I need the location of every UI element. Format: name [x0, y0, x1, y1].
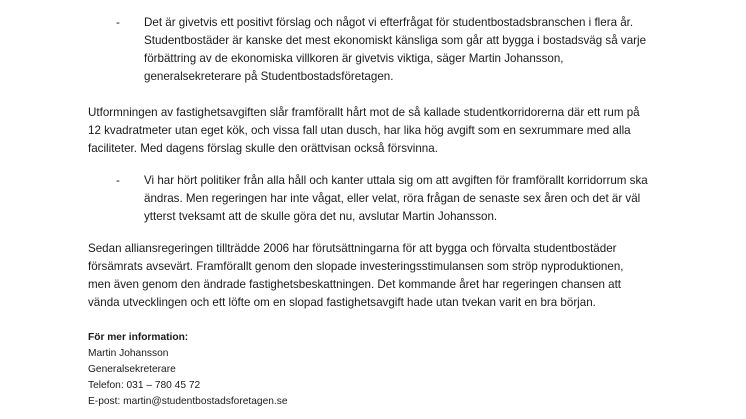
text-line: Studentbostäder är kanske det mest ekonomiskt känsliga som går att bygga i bostadsväg så varje: [144, 34, 647, 47]
contact-info: [88, 330, 488, 410]
paragraph-2: [88, 240, 708, 312]
text-line: 12 kvadratmeter utan eget kök, och vissa fall utan dusch, har lika hög avgift som en sexrummare med alla: [88, 124, 631, 137]
text-line: ytterst tveksamt att de skulle göra det nu, avslutar Martin Johansson.: [144, 210, 498, 223]
contact-heading: För mer information:: [88, 332, 189, 343]
text-line: generalsekreterare på Studentbostadsföretagen.: [144, 70, 394, 83]
text-line: försämrats avsevärt. Framförallt genom den slopade investeringsstimulansen som ströp nyproduktionen,: [88, 260, 624, 273]
text-line: men även genom den ändrade fastighetsbeskattningen. Det kommande året har regeringen chansen att: [88, 278, 622, 291]
quote-text: [144, 172, 704, 226]
text-line: ändras. Men regeringen har inte vågat, eller velat, röra frågan de senaste sex åren och det är väl: [144, 192, 641, 205]
text-line: Utformningen av fastighetsavgiften slår framförallt hårt mot de så kallade studentkorridorerna där ett rum på: [88, 106, 640, 119]
contact-title: Generalsekreterare: [88, 364, 176, 375]
text-line: Sedan alliansregeringen tillträdde 2006 har förutsättningarna för att bygga och förvalta studentbostäder: [88, 242, 617, 255]
text-line: förbättring av de ekonomiska villkoren är givetvis viktiga, säger Martin Johansson,: [144, 52, 564, 65]
text-line: vända utvecklingen och ett löfte om en slopad fastighetsavgift hade utan tvekan varit en bra början.: [88, 296, 596, 309]
bullet-dash: -: [116, 174, 120, 187]
quote-text: [144, 14, 704, 86]
contact-name: Martin Johansson: [88, 348, 169, 359]
contact-email: E-post: martin@studentbostadsforetagen.se: [88, 396, 288, 407]
bullet-dash: -: [116, 16, 120, 29]
contact-phone: Telefon: 031 – 780 45 72: [88, 380, 201, 391]
paragraph-1: [88, 104, 708, 158]
text-line: faciliteter. Med dagens förslag skulle den orättvisan också försvinna.: [88, 142, 438, 155]
text-line: Vi har hört politiker från alla håll och kanter uttala sig om att avgiften för framförallt korridorrum ska: [144, 174, 648, 187]
text-line: Det är givetvis ett positivt förslag och något vi efterfrågat för studentbostadsbranschen i flera år.: [144, 16, 634, 29]
